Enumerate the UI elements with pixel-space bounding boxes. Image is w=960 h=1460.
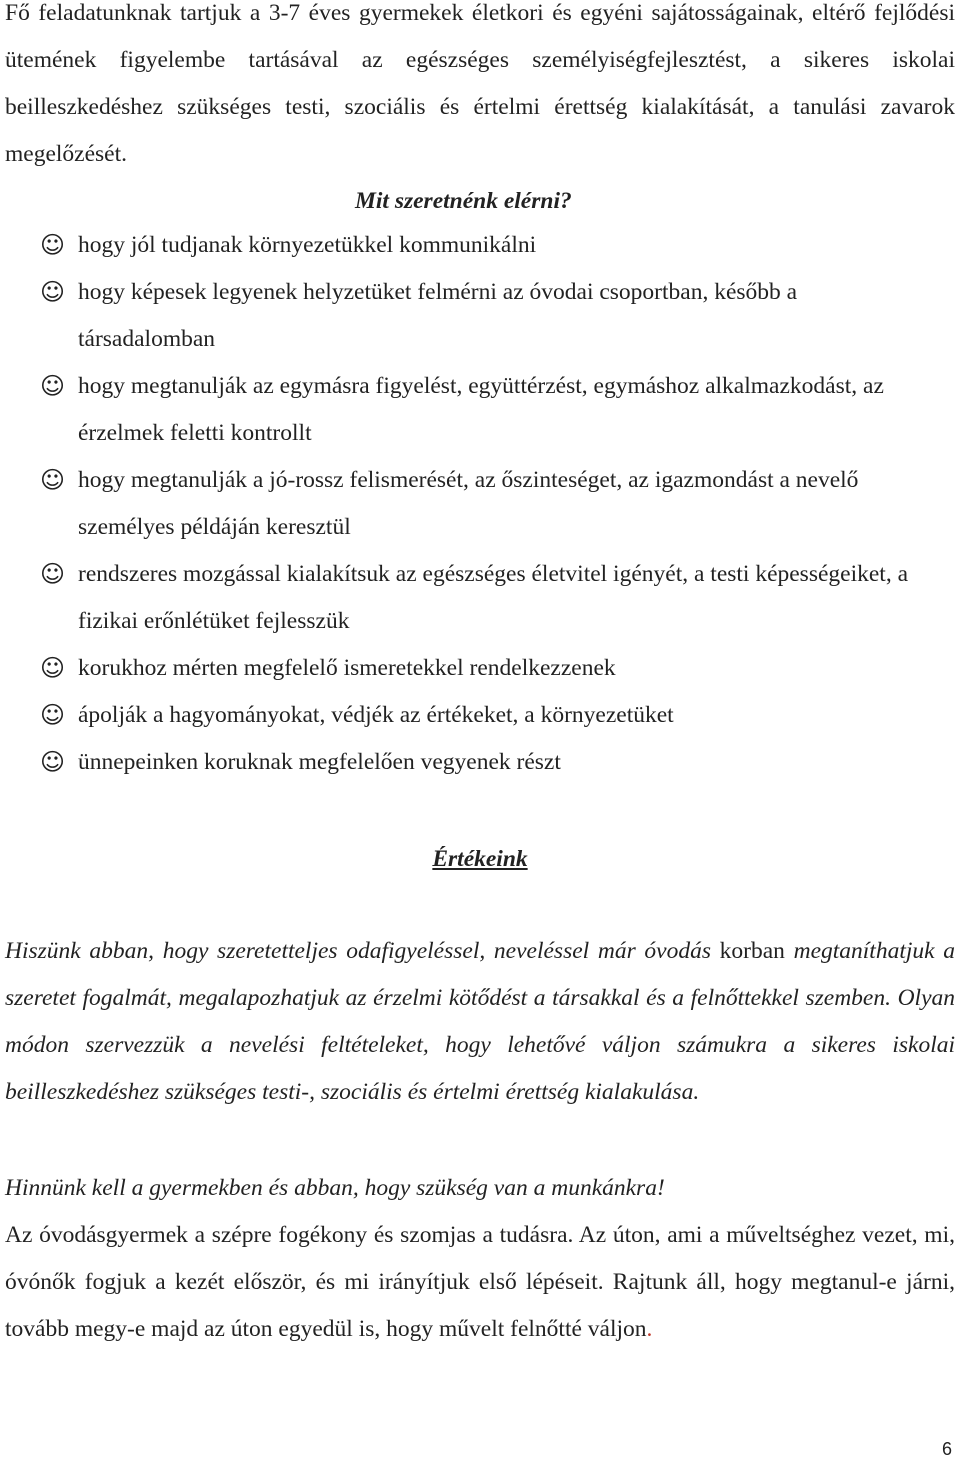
values-paragraph — [5, 928, 955, 1116]
goal-text: hogy megtanulják a jó-rossz felismerését, az őszinteséget, az igazmondást a nevelő személyes példáján keresztül — [78, 467, 859, 540]
smiley-icon: ☺ — [40, 372, 66, 400]
list-item — [40, 692, 920, 739]
intro-paragraph: Fő feladatunknak tartjuk a 3-7 éves gyermekek életkori és egyéni sajátosságainak, eltérő fejlődési ütemének figyelembe tartásával az egészséges személyiségfejlesztést, a sikeres iskolai beilleszkedéshez szükséges testi, szociális és értelmi érettség kialakítását, a tanulási zavarok megelőzését. — [5, 0, 955, 167]
page-number: 6 — [941, 1439, 952, 1459]
goal-text: hogy képesek legyenek helyzetüket felmérni az óvodai csoportban, később a társadalomban — [78, 279, 798, 352]
smiley-icon: ☺ — [40, 654, 66, 682]
goal-text: ápolják a hagyományokat, védjék az értékeket, a környezetüket — [78, 702, 674, 728]
smiley-icon: ☺ — [40, 466, 66, 494]
child-paragraph — [5, 1212, 955, 1353]
smiley-icon: ☺ — [40, 701, 66, 729]
smiley-icon: ☺ — [40, 560, 66, 588]
values-text-upright: korban — [719, 938, 785, 964]
values-text-end: megtaníthatjuk a szeretet fogalmát, megalapozhatjuk az érzelmi kötődést a társakkal és a felnőttekkel szemben. Olyan módon szervezzük a nevelési feltételeket, hogy lehetővé váljon számukra a sikeres iskolai beilleszkedéshez szükséges testi-, szociális és értelmi érettség kialakulása. — [5, 938, 956, 1105]
smiley-icon: ☺ — [40, 748, 66, 776]
values-text-start: Hiszünk abban, hogy szeretetteljes odafigyeléssel, neveléssel már óvodás — [5, 938, 720, 964]
hope-line: Hinnünk kell a gyermekben és abban, hogy szükség van a munkánkra! — [5, 1175, 665, 1201]
smiley-icon: ☺ — [40, 278, 66, 306]
goals-heading: Mit szeretnénk elérni? — [355, 188, 572, 214]
list-item — [40, 222, 920, 269]
values-heading: Értékeink — [432, 846, 528, 872]
goal-text: hogy megtanulják az egymásra figyelést, együttérzést, egymáshoz alkalmazkodást, az érzelmek feletti kontrollt — [78, 373, 884, 446]
list-item — [40, 551, 920, 645]
child-text: Az óvodásgyermek a szépre fogékony és szomjas a tudásra. Az úton, ami a műveltséghez vezet, mi, óvónők fogjuk a kezét először, és mi irányítjuk első lépéseit. Rajtunk áll, hogy megtanul-e járni, tovább megy-e majd az úton egyedül is, hogy művelt felnőtté váljon — [5, 1222, 955, 1342]
goal-text: korukhoz mérten megfelelő ismeretekkel rendelkezzenek — [78, 655, 616, 681]
goal-text: ünnepeinken koruknak megfelelően vegyenek részt — [78, 749, 561, 775]
goal-text: hogy jól tudjanak környezetükkel kommunikálni — [78, 232, 537, 258]
list-item — [40, 269, 920, 363]
goals-list — [40, 222, 920, 786]
list-item — [40, 645, 920, 692]
child-text-end: . — [646, 1316, 653, 1342]
smiley-icon: ☺ — [40, 231, 66, 259]
list-item — [40, 363, 920, 457]
goal-text: rendszeres mozgással kialakítsuk az egészséges életvitel igényét, a testi képességeiket, a fizikai erőnlétüket fejlesszük — [78, 561, 909, 634]
list-item — [40, 457, 920, 551]
list-item — [40, 739, 920, 786]
